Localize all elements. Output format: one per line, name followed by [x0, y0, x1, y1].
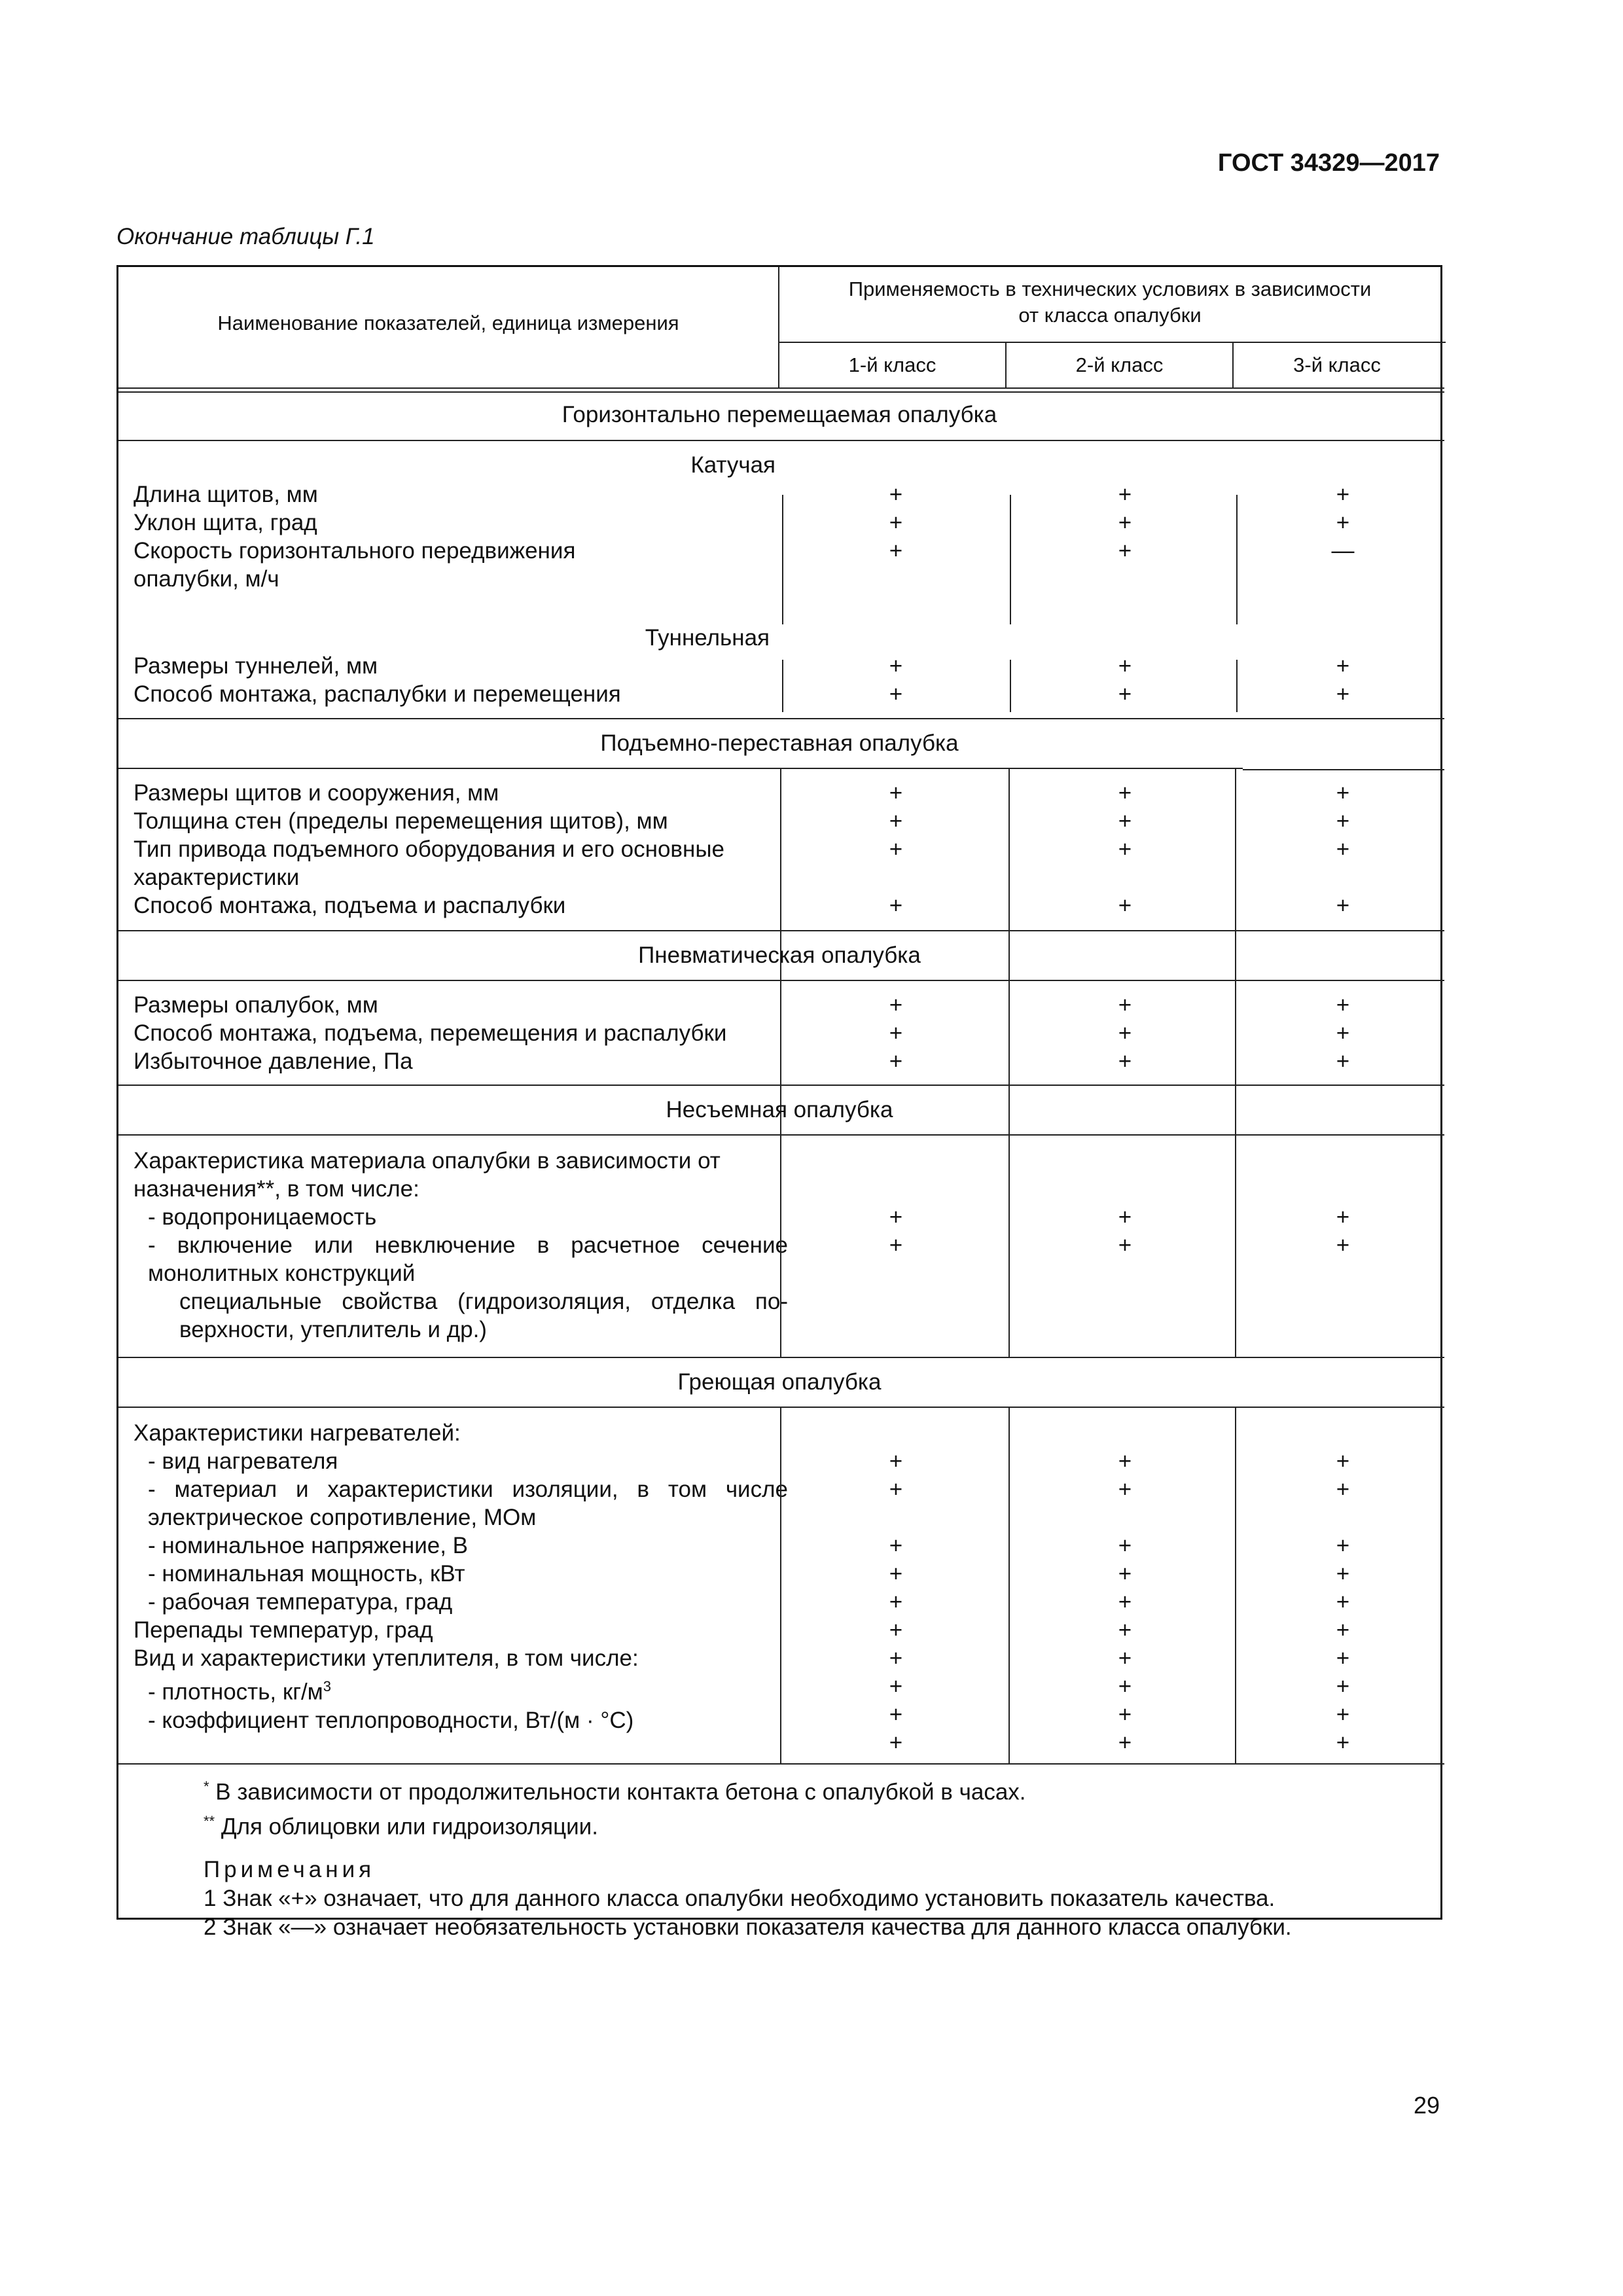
column-header-class-3: 3-й класс [1293, 353, 1381, 376]
subsection-title-tunnel: Туннельная [645, 625, 770, 651]
column-header-class-1: 1-й класс [848, 353, 936, 376]
mark-plus: + [1118, 1477, 1132, 1502]
section-divider [118, 768, 1243, 769]
section-title-horizontal: Горизонтально перемещаемая опалубка [562, 402, 997, 427]
section-title-pneumatic: Пневматическая опалубка [638, 942, 921, 968]
section-divider [118, 980, 1444, 981]
mark-plus: + [889, 1049, 903, 1074]
section-divider [118, 1134, 1444, 1136]
column-divider [782, 495, 783, 624]
row-label: Способ монтажа, подъема и распалубки [134, 893, 566, 918]
mark-plus: + [1336, 1448, 1350, 1474]
mark-plus: + [1336, 808, 1350, 834]
mark-plus: + [889, 1589, 903, 1615]
mark-plus: + [1118, 1204, 1132, 1230]
mark-plus: + [889, 992, 903, 1018]
mark-plus: + [1336, 893, 1350, 918]
row-label: Размеры туннелей, мм [134, 653, 378, 679]
column-divider [1236, 660, 1238, 712]
footnote-2 [204, 1807, 1421, 1842]
row-label: - материал и характеристики изоляции, в том числе [148, 1477, 788, 1502]
section-title-climbing: Подъемно-переставная опалубка [600, 730, 959, 756]
mark-plus: + [889, 1204, 903, 1230]
mark-plus: + [1118, 1589, 1132, 1615]
row-label: - номинальное напряжение, В [148, 1533, 469, 1558]
mark-plus: + [1118, 1702, 1132, 1727]
column-divider [1010, 495, 1011, 624]
mark-plus: + [889, 836, 903, 862]
row-label: опалубки, м/ч [134, 566, 279, 592]
column-header-applicability [779, 276, 1440, 329]
mark-plus: + [889, 1448, 903, 1474]
rows-tunnel [134, 652, 788, 708]
rows-permanent [134, 1147, 788, 1344]
mark-plus: + [1118, 482, 1132, 507]
row-label: монолитных конструкций [148, 1261, 416, 1286]
mark-plus: + [889, 780, 903, 806]
mark-plus: + [889, 1561, 903, 1587]
column-header-applicability-line2: от класса опалубки [1018, 304, 1202, 327]
notes-title: Примечания [204, 1857, 376, 1883]
footnote-mark: * [204, 1778, 209, 1795]
mark-plus: + [1118, 1730, 1132, 1755]
mark-plus: + [1118, 1617, 1132, 1643]
rows-rolling [134, 480, 788, 593]
mark-plus: + [1336, 1617, 1350, 1643]
mark-plus: + [1336, 1232, 1350, 1258]
section-title-permanent: Несъемная опалубка [666, 1097, 893, 1122]
row-label: характеристики [134, 865, 300, 890]
spacer [204, 1841, 1421, 1856]
requirements-table [116, 265, 1442, 1941]
mark-plus: + [889, 1730, 903, 1755]
mark-plus: + [1118, 681, 1132, 707]
row-label: специальные свойства (гидроизоляция, отделка по- [179, 1289, 788, 1314]
mark-plus: + [1336, 1589, 1350, 1615]
rows-heating [134, 1419, 788, 1734]
mark-plus: + [1336, 1020, 1350, 1046]
column-divider [782, 660, 783, 712]
document-code: ГОСТ 34329—2017 [1217, 149, 1440, 177]
row-label: Скорость горизонтального передвижения [134, 538, 576, 564]
footnote-text: Для облицовки или гидроизоляции. [221, 1814, 598, 1840]
row-label: - коэффициент теплопроводности, Вт/(м · °С) [148, 1707, 634, 1733]
mark-plus: + [889, 1533, 903, 1558]
column-divider [1235, 1407, 1236, 1763]
mark-plus: + [1336, 1561, 1350, 1587]
mark-plus: + [1336, 780, 1350, 806]
mark-plus: + [889, 1617, 903, 1643]
mark-plus: + [1336, 1049, 1350, 1074]
mark-plus: + [1336, 1477, 1350, 1502]
row-label-density [134, 1672, 788, 1706]
mark-plus: + [1336, 1204, 1350, 1230]
row-label: Размеры щитов и сооружения, мм [134, 780, 499, 806]
mark-plus: + [1336, 992, 1350, 1018]
mark-plus: + [1336, 482, 1350, 507]
mark-plus: + [1118, 1232, 1132, 1258]
section-divider [118, 930, 1444, 931]
mark-plus: + [1336, 836, 1350, 862]
mark-plus: + [1118, 1020, 1132, 1046]
row-label: Толщина стен (пределы перемещения щитов), мм [134, 808, 668, 834]
footnote-1 [204, 1772, 1421, 1807]
row-label-text: - плотность, кг/м [148, 1679, 323, 1705]
rows-pneumatic [134, 991, 788, 1075]
header-divider [118, 391, 1444, 393]
row-label: Вид и характеристики утеплителя, в том числе: [134, 1645, 639, 1671]
mark-plus: + [889, 1477, 903, 1502]
mark-plus: + [1118, 1049, 1132, 1074]
mark-plus: + [889, 1645, 903, 1671]
header-divider [778, 342, 1446, 343]
section-divider [118, 1085, 1444, 1086]
footnote-mark: ** [204, 1812, 215, 1829]
header-divider [1005, 342, 1007, 387]
mark-plus: + [1118, 538, 1132, 564]
row-label: Способ монтажа, подъема, перемещения и распалубки [134, 1020, 727, 1046]
row-label: Избыточное давление, Па [134, 1049, 413, 1074]
section-divider [118, 440, 1444, 441]
footnote-text: В зависимости от продолжительности контакта бетона с опалубкой в часах. [215, 1779, 1026, 1805]
section-title-heating: Греющая опалубка [677, 1369, 882, 1395]
row-label: Размеры опалубок, мм [134, 992, 378, 1018]
row-label: Характеристика материала опалубки в зависимости от [134, 1148, 721, 1174]
column-divider [1010, 660, 1011, 712]
mark-plus: + [889, 1702, 903, 1727]
row-label: - включение или невключение в расчетное сечение [148, 1232, 788, 1258]
row-label: Перепады температур, град [134, 1617, 433, 1643]
mark-plus: + [889, 1674, 903, 1699]
mark-plus: + [1336, 1702, 1350, 1727]
mark-plus: + [889, 808, 903, 834]
row-label: Уклон щита, град [134, 510, 317, 535]
column-header-applicability-line1: Применяемость в технических условиях в зависимости [848, 278, 1372, 300]
note-2: 2 Знак «—» означает необязательность установки показателя качества для данного класса опалубки. [204, 1914, 1292, 1941]
mark-plus: + [1118, 1645, 1132, 1671]
column-divider [1008, 768, 1010, 1196]
mark-plus: + [1118, 1561, 1132, 1587]
mark-plus: + [1336, 681, 1350, 707]
header-divider [1232, 342, 1234, 387]
mark-plus: + [889, 482, 903, 507]
mark-plus: + [1336, 653, 1350, 679]
mark-plus: + [889, 510, 903, 535]
mark-plus: + [1336, 1645, 1350, 1671]
superscript: 3 [323, 1678, 331, 1695]
mark-plus: + [889, 1020, 903, 1046]
mark-plus: + [1118, 893, 1132, 918]
mark-plus: + [1336, 1674, 1350, 1699]
mark-dash: — [1331, 538, 1355, 564]
column-divider [1235, 768, 1236, 1196]
row-label: - вид нагревателя [148, 1448, 338, 1474]
mark-plus: + [1118, 780, 1132, 806]
row-label: - водопроницаемость [148, 1204, 377, 1230]
section-divider [118, 718, 1444, 719]
mark-plus: + [1118, 1674, 1132, 1699]
mark-plus: + [1118, 992, 1132, 1018]
mark-plus: + [1118, 1533, 1132, 1558]
mark-plus: + [1336, 1533, 1350, 1558]
mark-plus: + [889, 893, 903, 918]
section-divider [1243, 769, 1444, 770]
subsection-title-rolling: Катучая [690, 452, 776, 478]
page-number: 29 [1413, 2092, 1440, 2119]
row-label: Характеристики нагревателей: [134, 1420, 461, 1446]
table-footnotes [204, 1772, 1421, 1942]
table-caption: Окончание таблицы Г.1 [116, 224, 375, 249]
section-divider [118, 1357, 1444, 1358]
column-divider [1235, 1134, 1236, 1357]
mark-plus: + [889, 681, 903, 707]
column-divider [1236, 495, 1238, 624]
column-divider [780, 1134, 781, 1357]
row-label: - номинальная мощность, кВт [148, 1561, 465, 1587]
header-divider [118, 387, 1444, 389]
mark-plus: + [889, 653, 903, 679]
row-label: - рабочая температура, град [148, 1589, 453, 1615]
column-header-parameter: Наименование показателей, единица измерения [217, 312, 679, 334]
mark-plus: + [1118, 836, 1132, 862]
section-divider [118, 1407, 1444, 1408]
mark-plus: + [1336, 510, 1350, 535]
row-label: назначения**, в том числе: [134, 1176, 419, 1202]
column-header-class-2: 2-й класс [1075, 353, 1164, 376]
mark-plus: + [889, 1232, 903, 1258]
row-label: электрическое сопротивление, МОм [148, 1505, 537, 1530]
column-divider [780, 1407, 781, 1763]
header-divider [778, 267, 779, 387]
mark-plus: + [1118, 808, 1132, 834]
mark-plus: + [889, 538, 903, 564]
column-divider [1008, 1134, 1010, 1357]
row-label: Способ монтажа, распалубки и перемещения [134, 681, 621, 707]
mark-plus: + [1118, 653, 1132, 679]
mark-plus: + [1336, 1730, 1350, 1755]
note-1: 1 Знак «+» означает, что для данного класса опалубки необходимо установить показатель качества. [204, 1886, 1275, 1912]
mark-plus: + [1118, 1448, 1132, 1474]
mark-plus: + [1118, 510, 1132, 535]
row-label: Длина щитов, мм [134, 482, 318, 507]
row-label: Тип привода подъемного оборудования и его основные [134, 836, 724, 862]
rows-climbing [134, 779, 788, 920]
column-divider [1008, 1407, 1010, 1763]
section-divider [118, 1763, 1444, 1765]
row-label: верхности, утеплитель и др.) [179, 1317, 487, 1342]
